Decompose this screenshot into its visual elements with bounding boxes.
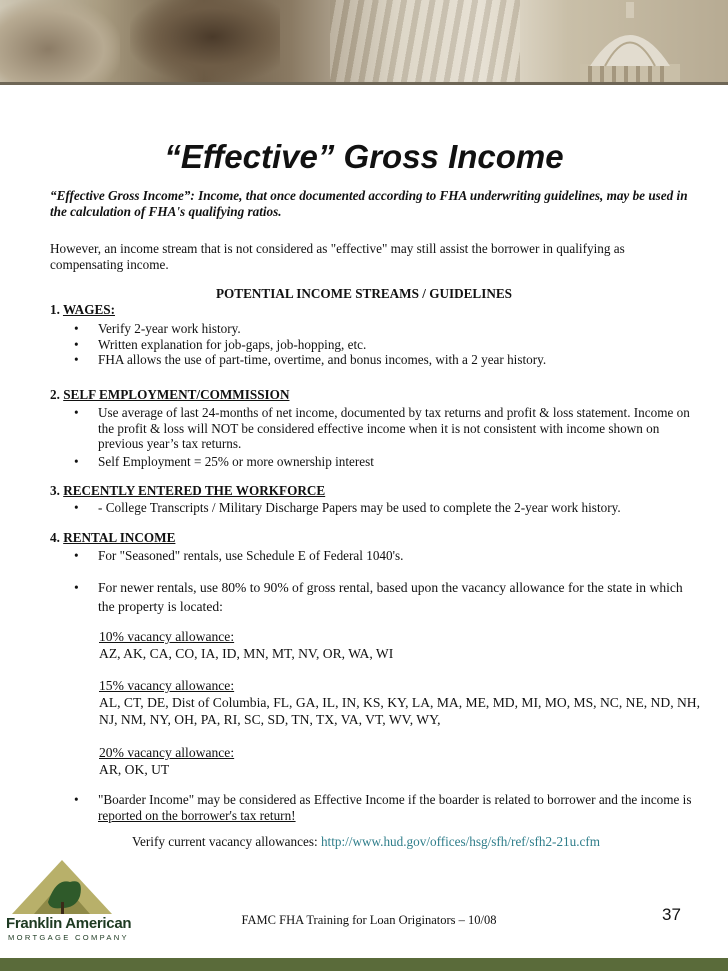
list-item: • - College Transcripts / Military Discharge Papers may be used to complete the 2-year work history. [74, 500, 621, 515]
header-divider [0, 82, 728, 85]
logo-tagline: MORTGAGE COMPANY [8, 933, 129, 942]
hud-link[interactable]: http://www.hud.gov/offices/hsg/sfh/ref/sfh2-21u.cfm [320, 834, 601, 849]
list-item: • FHA allows the use of part-time, overtime, and bonus incomes, with a 2 year history. [74, 352, 547, 367]
footer-text: FAMC FHA Training for Loan Originators – 10/08 [241, 913, 497, 927]
flag-background [330, 0, 520, 82]
vacancy-label: 20% vacancy allowance: [99, 745, 235, 760]
verify-line: Verify current vacancy allowances: http://www.hud.gov/offices/hsg/sfh/ref/sfh2-21u.cfm [132, 834, 601, 849]
vacancy-states: AZ, AK, CA, CO, IA, ID, MN, MT, NV, OR, WA, WI [99, 646, 394, 661]
rental-bullets-newer [70, 578, 700, 616]
page-number: 37 [662, 905, 681, 924]
page-title: “Effective” Gross Income [164, 138, 564, 175]
tree-mountain-icon [4, 858, 130, 916]
boarder-bullets [70, 792, 700, 823]
section-heading-workforce: 3. RECENTLY ENTERED THE WORKFORCE [50, 483, 326, 498]
wages-bullets [70, 321, 700, 368]
vacancy-label: 10% vacancy allowance: [99, 629, 235, 644]
list-item: • Use average of last 24-months of net income, documented by tax returns and profit & loss statement. Income on the profit & loss will NOT be considered effective income when it is not consistent with income shown on previous year’s tax returns. [74, 405, 690, 451]
list-item: • Self Employment = 25% or more ownership interest [74, 453, 374, 469]
list-item: • Verify 2-year work history. [74, 321, 241, 336]
header-banner-image [0, 0, 728, 82]
self-employment-bullets [70, 405, 700, 469]
list-item: • For "Seasoned" rentals, use Schedule E of Federal 1040's. [74, 548, 404, 563]
vacancy-15 [99, 677, 709, 728]
vacancy-20 [99, 744, 709, 778]
vacancy-label: 15% vacancy allowance: [99, 678, 235, 693]
compensating-income-text: However, an income stream that is not considered as "effective" may still assist the borrower in qualifying as compensating income. [50, 241, 625, 272]
section-heading-wages: 1. WAGES: [50, 302, 115, 317]
capitol-dome-icon [560, 0, 700, 82]
person-photo-left [0, 0, 120, 82]
logo-name: Franklin American [6, 915, 132, 932]
franklin-american-logo [4, 858, 130, 948]
person-photo-center [130, 0, 280, 82]
list-item: • Written explanation for job-gaps, job-hopping, etc. [74, 336, 367, 352]
footer-bar [0, 958, 728, 971]
rental-bullets [70, 548, 700, 564]
streams-heading: POTENTIAL INCOME STREAMS / GUIDELINES [215, 286, 513, 301]
list-item: • For newer rentals, use 80% to 90% of gross rental, based upon the vacancy allowance for the state in which the property is located: [74, 580, 683, 614]
tax-return-emphasis: reported on the borrower's tax return! [98, 807, 296, 823]
workforce-bullets [70, 500, 700, 516]
section-heading-self-employment: 2. SELF EMPLOYMENT/COMMISSION [50, 387, 290, 402]
definition-text: “Effective Gross Income”: Income, that once documented according to FHA underwriting guidelines, may be used in the calculation of FHA's qualifying ratios. [50, 188, 688, 219]
vacancy-states: AL, CT, DE, Dist of Columbia, FL, GA, IL, IN, KS, KY, LA, MA, ME, MD, MI, MO, MS, NC, NE, ND, NH, NJ, NM, NY, OH, PA, RI, SC, SD, TN, TX, VA, VT, WV, WY, [99, 695, 701, 727]
vacancy-10 [99, 628, 709, 662]
vacancy-states: AR, OK, UT [99, 762, 170, 777]
section-heading-rental-income: 4. RENTAL INCOME [50, 530, 176, 545]
list-item: • "Boarder Income" may be considered as Effective Income if the boarder is related to borrower and the income is reported on the borrower's tax return! [74, 792, 692, 823]
